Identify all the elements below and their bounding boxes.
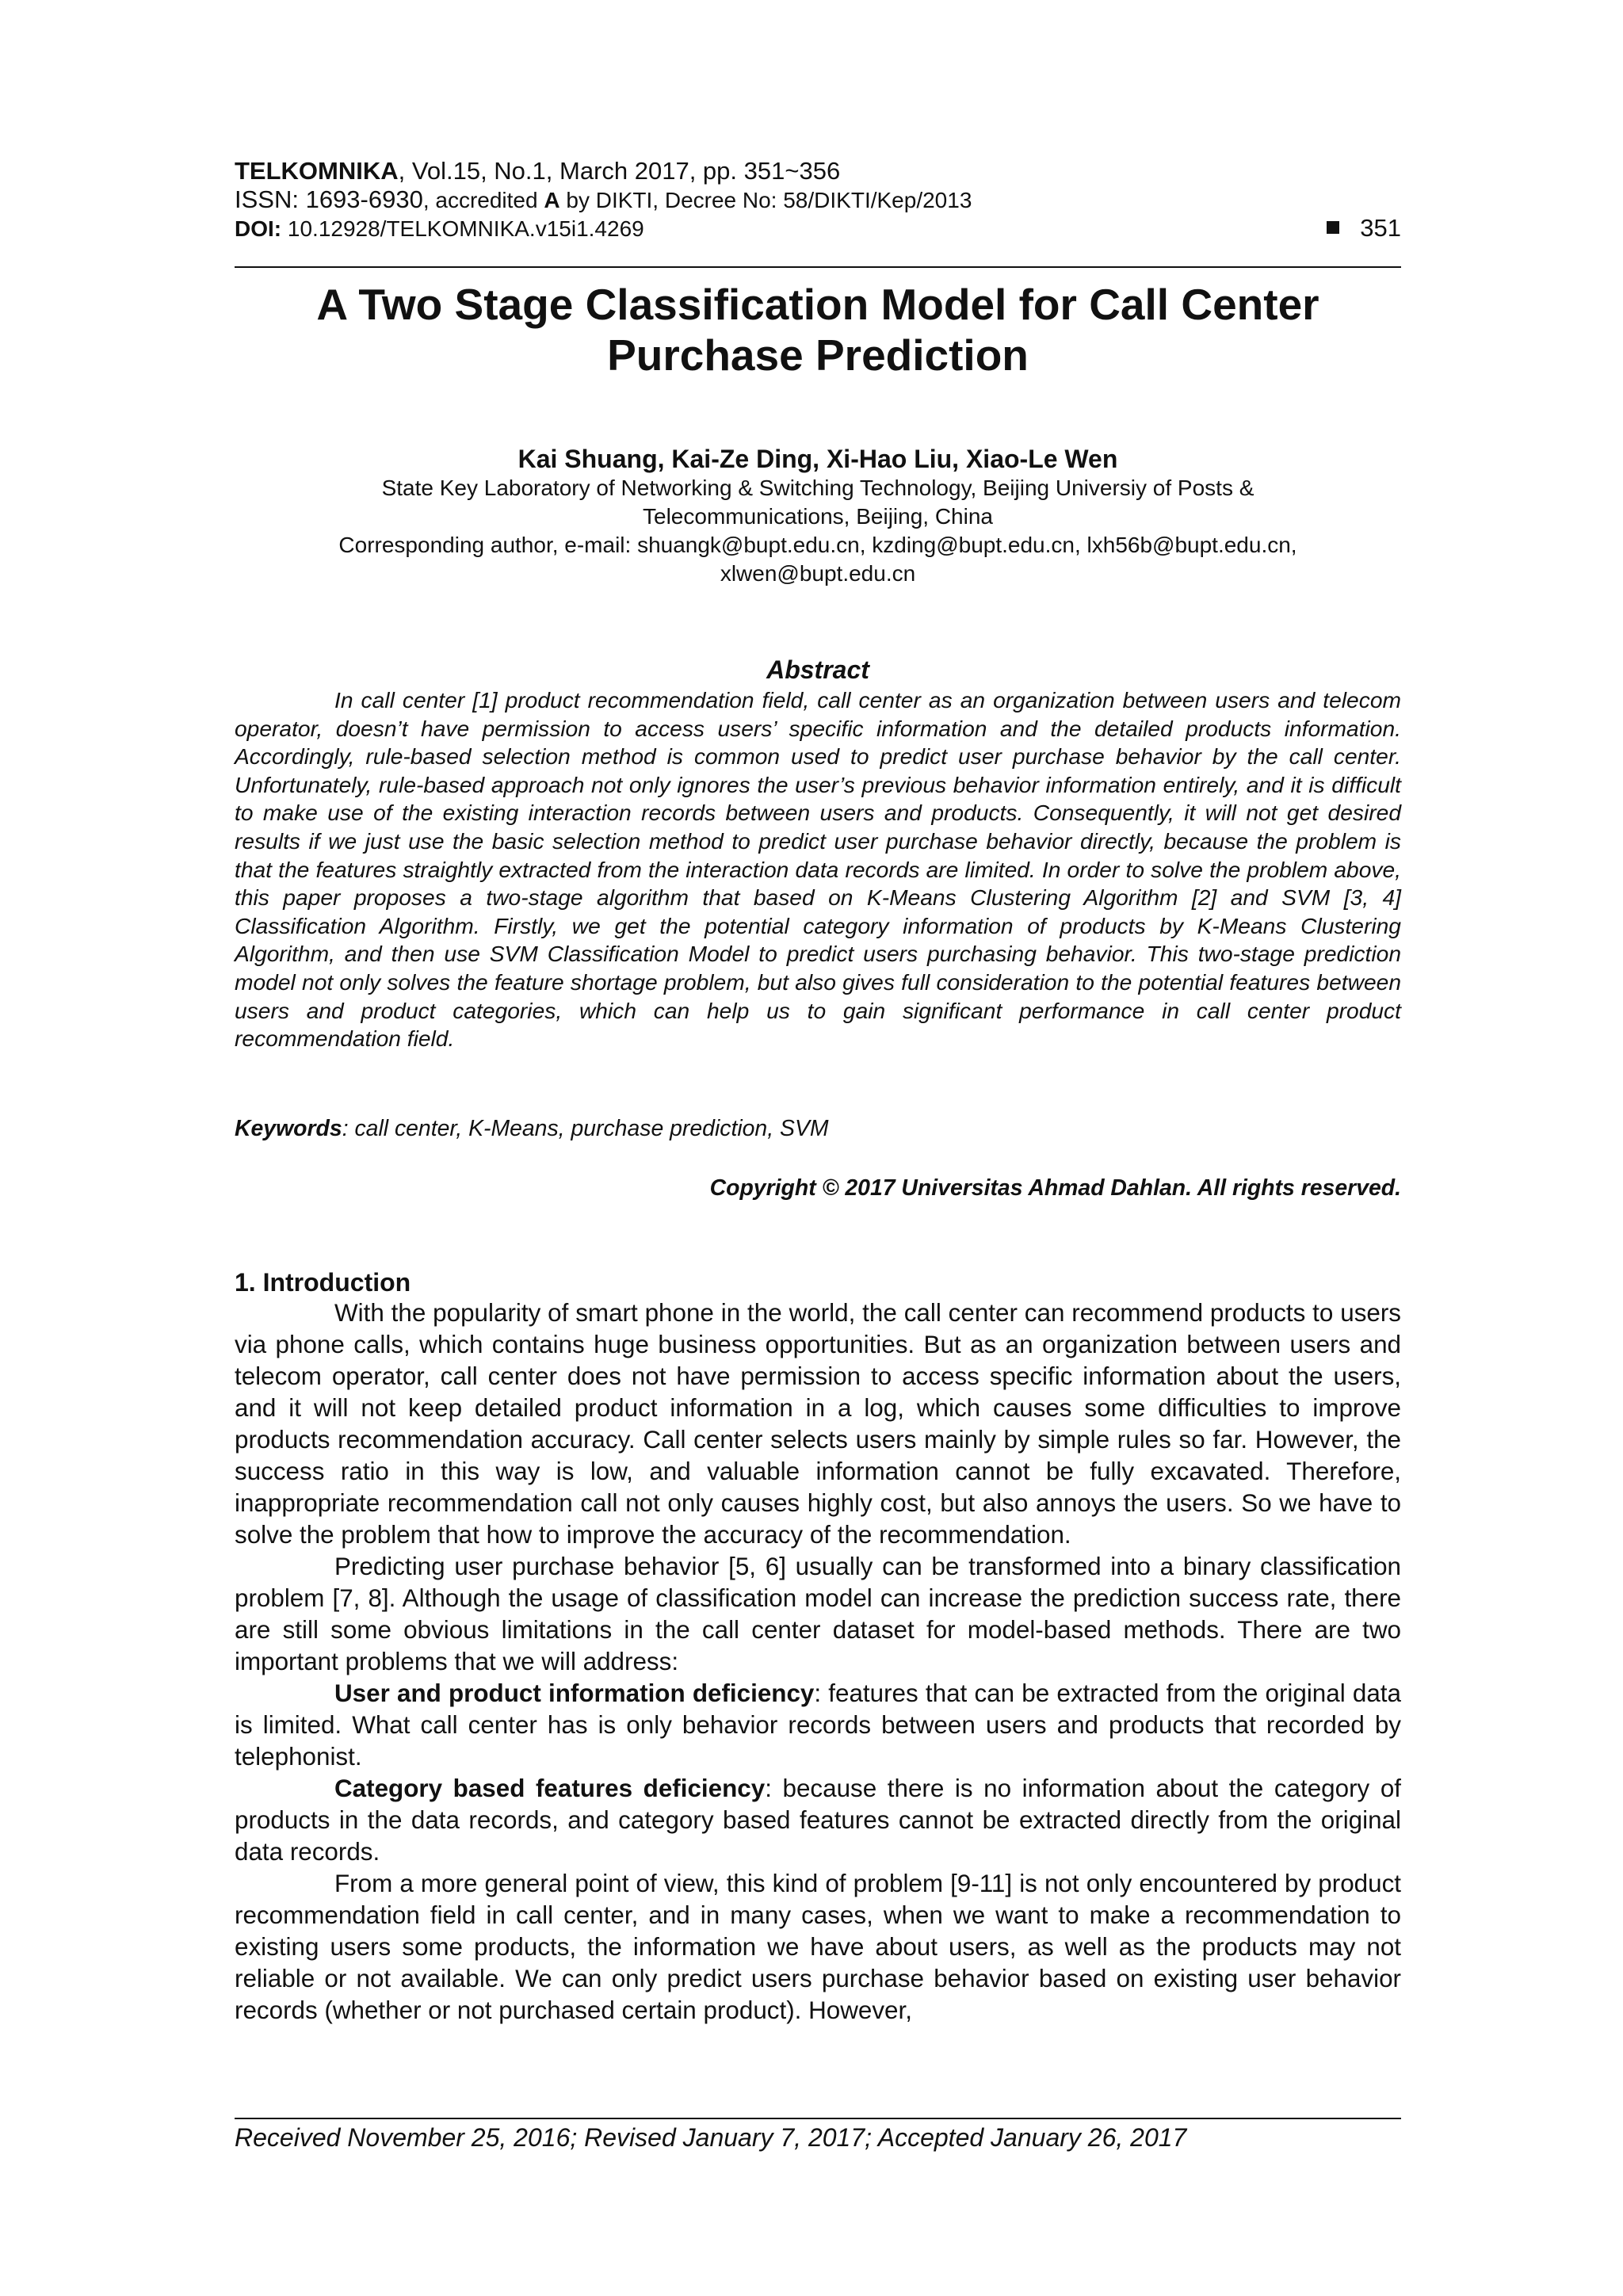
section-heading-introduction: 1. Introduction bbox=[235, 1268, 411, 1297]
abstract-text: In call center [1] product recommendation field, call center as an organization between users and telecom operator, doesn’t have permission to access users’ specific information and the detailed products information. Accordingly, rule-based selection method is common used to predict user purchase behavior by the call center. Unfortunately, rule-based approach not only ignores the user’s previous behavior information entirely, and it is difficult to make use of the existing interaction records between users and products. Consequently, it will not get desired results if we just use the basic selection method to predict user purchase behavior directly, because the problem is that the features straightly extracted from the interaction data records are limited. In order to solve the problem above, this paper proposes a two-stage algorithm that based on K-Means Clustering Algorithm [2] and SVM [3, 4] Classification Algorithm. Firstly, we get the potential category information of products by K-Means Clustering Algorithm, and then use SVM Classification Model to predict users purchasing behavior. This two-stage prediction model not only solves the feature shortage problem, but also gives full consideration to the potential features between users and product categories, which can help us to gain significant performance in call center product recommendation field. bbox=[235, 687, 1401, 1052]
issn-decree: by DIKTI, Decree No: 58/DIKTI/Kep/2013 bbox=[559, 188, 972, 212]
square-bullet-icon bbox=[1327, 221, 1339, 234]
keywords bbox=[235, 1114, 1401, 1143]
page-number: 351 bbox=[1360, 214, 1401, 242]
title-line-1: A Two Stage Classification Model for Call Center bbox=[316, 280, 1319, 329]
doi-value: 10.12928/TELKOMNIKA.v15i1.4269 bbox=[281, 216, 644, 241]
abstract-heading: Abstract bbox=[766, 655, 869, 684]
journal-header bbox=[235, 157, 1401, 243]
doi-label: DOI: bbox=[235, 216, 282, 241]
keywords-label: Keywords bbox=[235, 1116, 342, 1141]
affiliation-line-2: Telecommunications, Beijing, China bbox=[643, 504, 993, 529]
intro-paragraph-2: Predicting user purchase behavior [5, 6] usually can be transformed into a binary classification problem [7, 8]. Although the usage of classification model can increase the prediction success rate, there are still some obvious limitations in the call center dataset for model-based methods. There are two important problems that we will address: bbox=[235, 1553, 1401, 1675]
problem-1-text: : features that can be extracted from the original data is limited. What call center has is only behavior records between users and products that recorded by telephonist. bbox=[235, 1679, 1401, 1771]
intro-paragraph-1: With the popularity of smart phone in the world, the call center can recommend products to users via phone calls, which contains huge business opportunities. But as an organization between users and telecom operator, call center does not have permission to access specific information about the users, and it will not keep detailed product information in a log, which causes some difficulties to improve products recommendation accuracy. Call center selects users mainly by simple rules so far. However, the success ratio in this way is low, and valuable information cannot be fully excavated. Therefore, inappropriate recommendation call not only causes highly cost, but also annoys the users. So we have to solve the problem that how to improve the accuracy of the recommendation. bbox=[235, 1299, 1401, 1549]
issn: ISSN: 1693-6930 bbox=[235, 185, 423, 213]
paper-title bbox=[235, 279, 1401, 380]
copyright-notice: Copyright © 2017 Universitas Ahmad Dahlan. All rights reserved. bbox=[709, 1175, 1401, 1201]
journal-citation bbox=[235, 157, 1401, 185]
problem-2-text: : because there is no information about the category of products in the data records, and category based features cannot be extracted directly from the original data records. bbox=[235, 1775, 1402, 1866]
page-number-block bbox=[1327, 214, 1401, 243]
journal-name: TELKOMNIKA bbox=[235, 157, 399, 185]
footer-rule bbox=[235, 2118, 1401, 2119]
issn-accredited: , accredited bbox=[422, 188, 544, 212]
header-rule bbox=[235, 266, 1401, 268]
intro-paragraph-3 bbox=[235, 1678, 1401, 1773]
issn-line bbox=[235, 185, 1401, 215]
problem-2-title: Category based features deficiency bbox=[334, 1775, 766, 1802]
author-block bbox=[235, 444, 1401, 588]
intro-paragraph-4 bbox=[235, 1773, 1401, 1868]
received-dates: Received November 25, 2016; Revised January 7, 2017; Accepted January 26, 2017 bbox=[235, 2123, 1187, 2152]
issn-grade: A bbox=[544, 188, 560, 212]
introduction-body bbox=[235, 1297, 1401, 2027]
corresponding-line-2: xlwen@bupt.edu.cn bbox=[720, 561, 916, 586]
author-names: Kai Shuang, Kai-Ze Ding, Xi-Hao Liu, Xiao-Le Wen bbox=[517, 445, 1118, 473]
journal-volume: , Vol.15, No.1, March 2017, pp. 351~356 bbox=[398, 157, 841, 185]
affiliation-line-1: State Key Laboratory of Networking & Switching Technology, Beijing Universiy of Posts & bbox=[381, 476, 1254, 500]
keywords-list: : call center, K-Means, purchase prediction, SVM bbox=[342, 1116, 829, 1141]
problem-1-title: User and product information deficiency bbox=[334, 1679, 815, 1707]
title-line-2: Purchase Prediction bbox=[607, 330, 1029, 380]
corresponding-line-1: Corresponding author, e-mail: shuangk@bupt.edu.cn, kzding@bupt.edu.cn, lxh56b@bupt.edu.cn, bbox=[338, 533, 1297, 557]
intro-paragraph-5: From a more general point of view, this kind of problem [9-11] is not only encountered by product recommendation field in call center, and in many cases, when we want to make a recommendation to existing users some products, the information we have about users, as well as the products may not reliable or not available. We can only predict users purchase behavior based on existing user behavior records (whether or not purchased certain product). However, bbox=[235, 1870, 1401, 2024]
doi-line bbox=[235, 215, 1401, 243]
